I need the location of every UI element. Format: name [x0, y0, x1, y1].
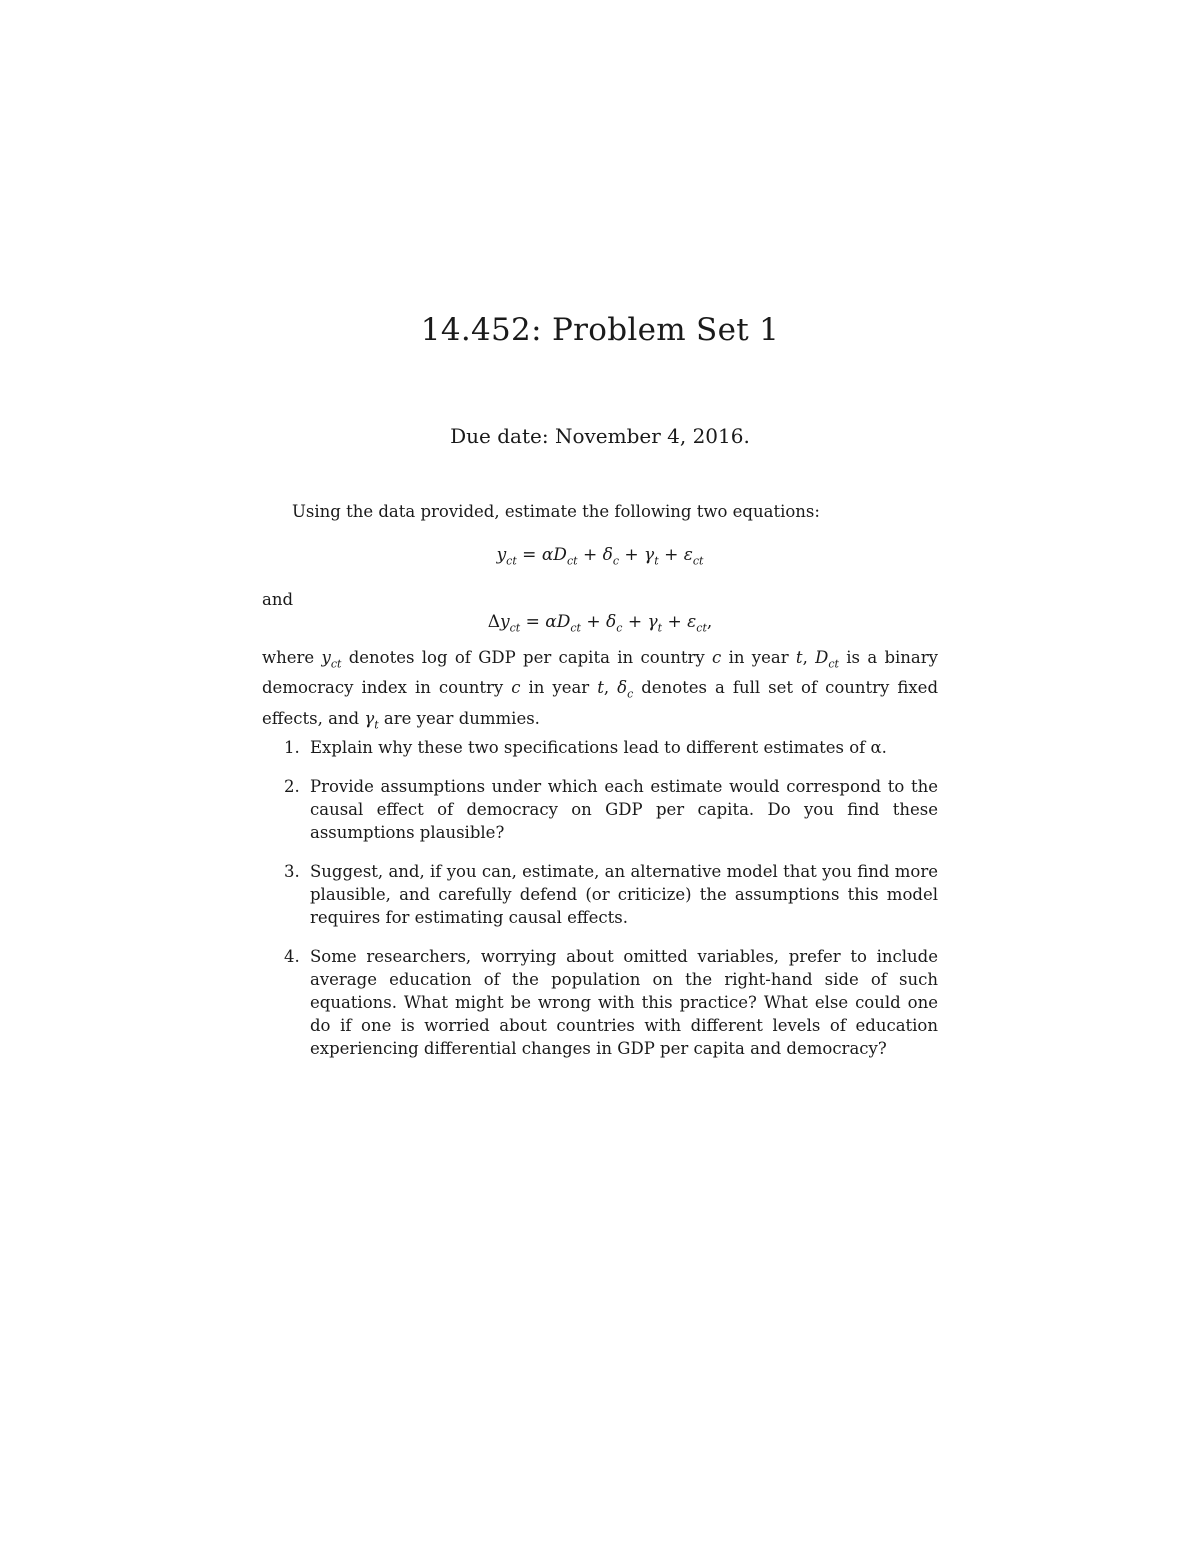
- equation-levels: $y_{ct} = \alpha D_{ct} + \delta_c + \gamma_t + \varepsilon_{ct}$: [496, 545, 704, 568]
- list-item: [262, 775, 938, 844]
- question-list: [262, 736, 938, 1076]
- question-text: Some researchers, worrying about omitted variables, prefer to include average education of the population on the right-hand side of such equations. What might be wrong with this practice? What else could one do if one is worried about countries with different levels of education experiencing differential changes in GDP per capita and democracy?: [310, 947, 938, 1058]
- equation-differences: $\Delta y_{ct} = \alpha D_{ct} + \delta_c + \gamma_t + \varepsilon_{ct}$,: [487, 612, 713, 635]
- definitions-paragraph: where $y_{ct}$ denotes log of GDP per capita in country c in year t, $D_{ct}$ is a binary democracy index in country c in year t, $\delta_c$ denotes a full set of country fixed effects, and $\gamma_t$ are year dummies.: [262, 648, 939, 731]
- and-connector: and: [262, 590, 294, 609]
- question-number: 3.: [284, 862, 300, 881]
- due-date: Due date: November 4, 2016.: [450, 424, 750, 448]
- question-number: 2.: [284, 777, 300, 796]
- intro-paragraph: Using the data provided, estimate the following two equations:: [292, 502, 820, 521]
- list-item: [262, 945, 938, 1060]
- page-title: 14.452: Problem Set 1: [420, 312, 780, 348]
- list-item: [262, 860, 938, 929]
- question-text: Suggest, and, if you can, estimate, an alternative model that you find more plausible, and carefully defend (or criticize) the assumptions this model requires for estimating causal effects.: [310, 862, 938, 927]
- question-number: 1.: [284, 738, 300, 757]
- question-text: Provide assumptions under which each estimate would correspond to the causal effect of democracy on GDP per capita. Do you find these assumptions plausible?: [310, 777, 938, 842]
- question-number: 4.: [284, 947, 300, 966]
- question-text: Explain why these two specifications lead to different estimates of α.: [310, 738, 887, 757]
- list-item: [262, 736, 938, 759]
